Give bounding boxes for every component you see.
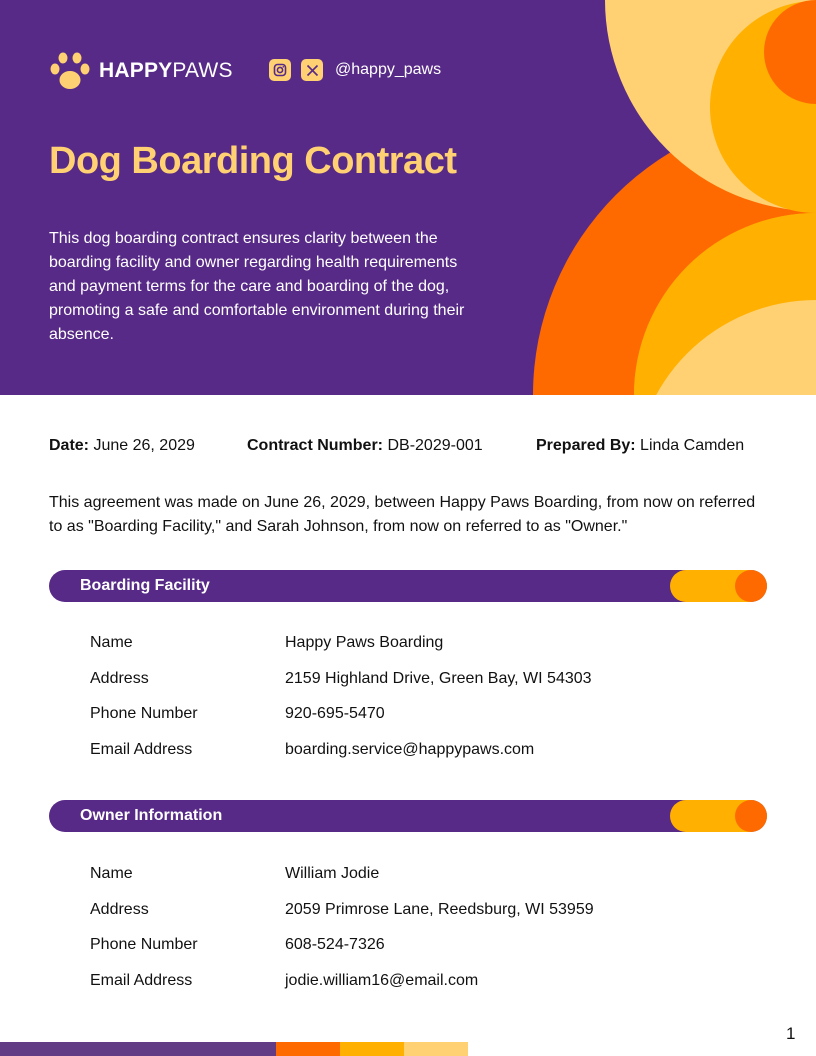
- detail-row: [90, 901, 770, 937]
- meta-date: [49, 437, 195, 455]
- section-title: Owner Information: [80, 807, 223, 824]
- detail-value: 920-695-5470: [285, 705, 385, 722]
- meta-prepared-label: Prepared By:: [536, 437, 636, 454]
- page-title: Dog Boarding Contract: [49, 140, 457, 182]
- detail-value: jodie.william16@email.com: [285, 971, 479, 989]
- detail-row: [90, 705, 770, 741]
- brand-name: HAPPYPAWS: [99, 59, 233, 82]
- footer-stripe-purple: [0, 1042, 276, 1056]
- footer-stripe-light-yellow: [404, 1042, 468, 1056]
- section-bar-owner-information: [49, 800, 767, 832]
- detail-label: Email Address: [90, 971, 193, 989]
- footer-color-stripe: [0, 1042, 468, 1056]
- detail-label: Name: [90, 634, 133, 651]
- section-title: Boarding Facility: [80, 577, 210, 594]
- social-links: [269, 59, 441, 81]
- meta-prepared-value: Linda Camden: [640, 437, 745, 454]
- detail-row: [90, 972, 770, 1008]
- brand-logo[interactable]: [49, 50, 233, 92]
- detail-row: [90, 634, 770, 670]
- detail-value: William Jodie: [285, 865, 380, 882]
- meta-contract-label: Contract Number:: [247, 437, 384, 454]
- detail-value: boarding.service@happypaws.com: [285, 740, 535, 758]
- decorative-dot: [735, 800, 767, 832]
- detail-value: 608-524-7326: [285, 936, 385, 953]
- detail-label: Address: [90, 900, 149, 918]
- meta-date-label: Date:: [49, 437, 90, 454]
- social-handle[interactable]: @happy_paws: [335, 61, 442, 78]
- section-bar-boarding-facility: [49, 570, 767, 602]
- footer-stripe-yellow: [340, 1042, 404, 1056]
- detail-label: Name: [90, 865, 133, 882]
- detail-row: [90, 865, 770, 901]
- decorative-dot: [735, 570, 767, 602]
- detail-label: Phone Number: [90, 936, 198, 953]
- instagram-icon[interactable]: [269, 59, 291, 81]
- footer-stripe-orange: [276, 1042, 340, 1056]
- meta-prepared-by: [536, 437, 744, 455]
- detail-value: Happy Paws Boarding: [285, 634, 444, 651]
- boarding-facility-details: [90, 634, 770, 776]
- detail-value: 2159 Highland Drive, Green Bay, WI 54303: [285, 669, 592, 687]
- detail-row: [90, 670, 770, 706]
- meta-contract-value: DB-2029-001: [387, 437, 483, 454]
- detail-label: Email Address: [90, 740, 193, 758]
- detail-label: Address: [90, 669, 149, 687]
- page-number: 1: [786, 1024, 796, 1043]
- detail-value: 2059 Primrose Lane, Reedsburg, WI 53959: [285, 900, 594, 918]
- paw-print-icon: [49, 50, 91, 92]
- detail-label: Phone Number: [90, 705, 198, 722]
- x-twitter-icon[interactable]: [301, 59, 323, 81]
- owner-information-details: [90, 865, 770, 1007]
- detail-row: [90, 936, 770, 972]
- meta-contract-number: [247, 437, 483, 455]
- detail-row: [90, 741, 770, 777]
- intro-paragraph: This dog boarding contract ensures clarity between the boarding facility and owner regarding health requirements and payment terms for the care and boarding of the dog, promoting a safe and comfortable environment during their absence.: [49, 230, 465, 343]
- header-banner: [0, 0, 816, 395]
- meta-date-value: June 26, 2029: [93, 437, 195, 454]
- agreement-paragraph: This agreement was made on June 26, 2029, between Happy Paws Boarding, from now on referred to as "Boarding Facility," and Sarah Johnson, from now on referred to as "Owner.": [49, 494, 756, 535]
